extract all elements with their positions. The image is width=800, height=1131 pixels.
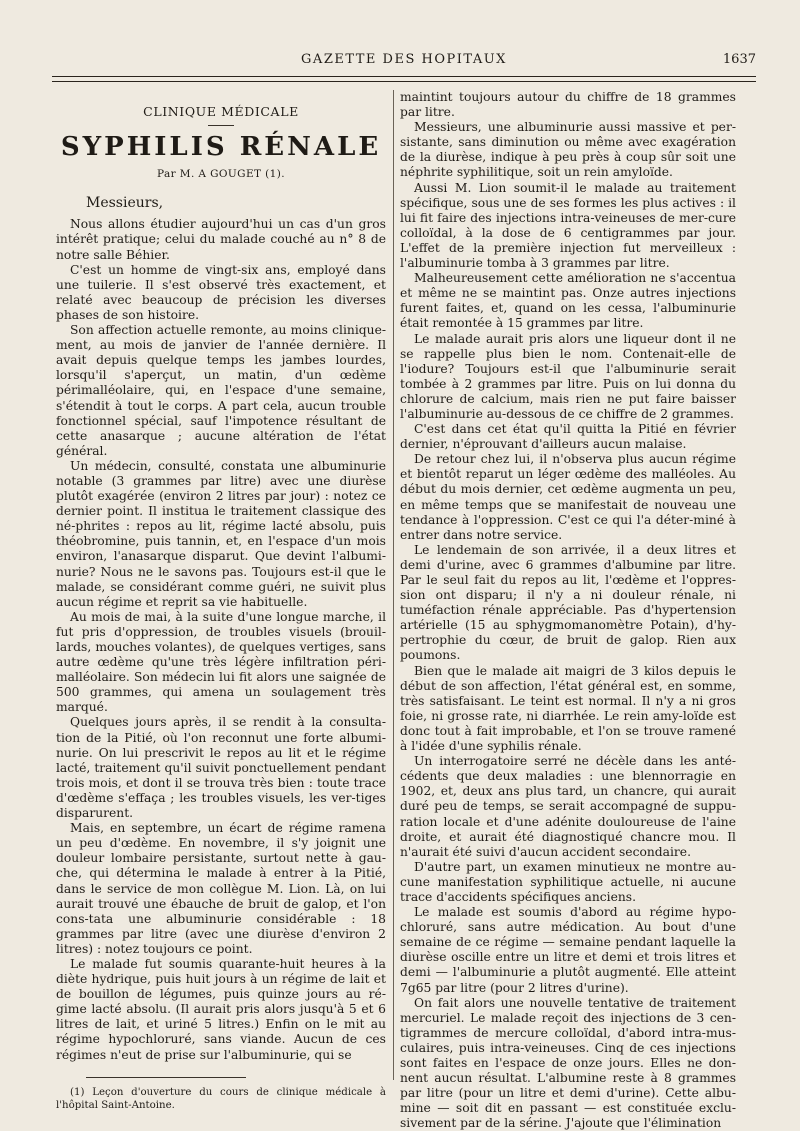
- header-double-rule: [52, 76, 756, 82]
- footnote: (1) Leçon d'ouverture du cours de clinique médicale à l'hôpital Saint-Antoine.: [56, 1086, 386, 1111]
- right-column-body: [400, 90, 736, 1131]
- paragraph: Un interrogatoire serré ne décèle dans les anté-cédents que deux maladies : une blennorragie en 1902, et, deux ans plus tard, un chancre, qui aurait duré peu de temps, se serait accompagné de suppu-ration locale et d'une adénite douloureuse de l'aine droite, et aurait été diagnostiqué chancre mou. Il n'aurait été suivi d'aucun accident secondaire.: [400, 754, 736, 859]
- paragraph: Au mois de mai, à la suite d'une longue marche, il fut pris d'oppression, de troubles visuels (brouil-lards, mouches volantes), de quelques vertiges, sans autre œdème qu'une très légère infiltration péri-malléolaire. Son médecin lui fit alors une saignée de 500 grammes, qui amena un soulagement très marqué.: [56, 609, 386, 715]
- paragraph: Messieurs, une albuminurie aussi massive et per-sistante, sans diminution ou même avec exagération de la diurèse, indique à peu près à coup sûr soit une néphrite syphilitique, soit un rein amyloïde.: [400, 120, 736, 180]
- paragraph: C'est un homme de vingt-six ans, employé dans une tuilerie. Il s'est observé très exactement, et relaté avec beaucoup de précision les diverses phases de son histoire.: [56, 262, 386, 322]
- paragraph: Quelques jours après, il se rendit à la consulta-tion de la Pitié, où l'on reconnut une forte albumi-nurie. On lui prescrivit le repos au lit et le régime lacté, traitement qu'il suivit ponctuellement pendant trois mois, et dont il se trouva très bien : toute trace d'œdème s'effaça ; les troubles visuels, les ver-tiges disparurent.: [56, 715, 386, 821]
- salutation: Messieurs,: [86, 195, 164, 212]
- page-header: [52, 52, 756, 72]
- paragraph: Aussi M. Lion soumit-il le malade au traitement spécifique, sous une de ses formes les plus actives : il lui fit faire des injections intra-veineuses de mer-cure colloïdal, à la dose de 6 centigrammes par jour. L'effet de la première injection fut merveilleux : l'albuminurie tomba à 3 grammes par litre.: [400, 180, 736, 271]
- footnote-rule: [86, 1077, 246, 1078]
- paragraph: Mais, en septembre, un écart de régime ramena un peu d'œdème. En novembre, il s'y joignit une douleur lombaire persistante, surtout nette à gau-che, qui détermina le malade à entrer à la Pitié, dans le service de mon collègue M. Lion. Là, on lui aurait trouvé une ébauche de bruit de galop, et l'on cons-tata une albuminurie considérable : 18 grammes par litre (avec une diurèse d'environ 2 litres) : notez toujours ce point.: [56, 821, 386, 956]
- paragraph: Un médecin, consulté, constata une albuminurie notable (3 grammes par litre) avec une diurèse plutôt exagérée (environ 2 litres par jour) : notez ce dernier point. Il institua le traitement classique des né-phrites : repos au lit, régime lacté absolu, puis théobromine, puis tannin, et, en l'espace d'un mois environ, l'anasarque disparut. Que devint l'albumi-nurie? Nous ne le savons pas. Toujours est-il que le malade, se considérant comme guéri, ne suivit plus aucun régime et reprit sa vie habituelle.: [56, 458, 386, 609]
- section-label: CLINIQUE MÉDICALE: [143, 104, 299, 119]
- paragraph: Son affection actuelle remonte, au moins clinique-ment, au mois de janvier de l'année dernière. Il avait depuis quelque temps les jambes lourdes, lorsqu'il s'aperçut, un matin, d'un œdème périmalléolaire, qui, en l'espace d'une semaine, s'étendit à tout le corps. A part cela, aucun trouble fonctionnel spécial, sauf l'impotence résultant de cette anasarque ; aucune altération de l'état général.: [56, 323, 386, 458]
- paragraph: D'autre part, un examen minutieux ne montre au-cune manifestation syphilitique actuelle, ni aucune trace d'accidents spécifiques anciens.: [400, 859, 736, 904]
- byline: Par M. A GOUGET (1).: [156, 168, 285, 181]
- paragraph: Le malade fut soumis quarante-huit heures à la diète hydrique, puis huit jours à un régime de lait et de bouillon de légumes, puis quinze jours au ré-gime lacté absolu. (Il aurait pris alors jusqu'à 5 et 6 litres de lait, et uriné 5 litres.) Enfin on le mit au régime hypochloruré, sans viande. Aucun de ces régimes n'eut de prise sur l'albuminurie, qui se: [56, 956, 386, 1062]
- paragraph: Bien que le malade ait maigri de 3 kilos depuis le début de son affection, l'état général est, en somme, très satisfaisant. Le teint est normal. Il n'y a ni gros foie, ni grosse rate, ni diarrhée. Le rein amy-loïde est donc tout à fait improbable, et l'on se trouve ramené à l'idée d'une syphilis rénale.: [400, 663, 736, 754]
- article-title: SYPHILIS RÉNALE: [60, 132, 382, 163]
- paragraph: Le malade est soumis d'abord au régime hypo-chloruré, sans autre médication. Au bout d'une semaine de ce régime — semaine pendant laquelle la diurèse oscille entre un litre et demi et trois litres et demi — l'albuminurie a plutôt augmenté. Elle atteint 7g65 par litre (pour 2 litres d'urine).: [400, 905, 736, 995]
- paragraph: Malheureusement cette amélioration ne s'accentua et même ne se maintint pas. Onze autres injections furent faites, et, quand on les cessa, l'albuminurie était remontée à 15 grammes par litre.: [400, 271, 736, 331]
- paragraph: C'est dans cet état qu'il quitta la Pitié en février dernier, n'éprouvant d'ailleurs aucun malaise.: [400, 422, 736, 452]
- paragraph: Nous allons étudier aujourd'hui un cas d'un gros intérêt pratique; celui du malade couché au n° 8 de notre salle Béhier.: [56, 217, 386, 262]
- section-rule: [208, 125, 234, 126]
- left-column-body: [56, 217, 386, 1062]
- page-number: 1637: [722, 52, 756, 67]
- paragraph: Le malade aurait pris alors une liqueur dont il ne se rappelle plus bien le nom. Contenait-elle de l'iodure? Toujours est-il que l'albuminurie serait tombée à 2 grammes par litre. Puis on lui donna du chlorure de calcium, mais rien ne put faire baisser l'albuminurie au-dessous de ce chiffre de 2 grammes.: [400, 331, 736, 421]
- left-column: [56, 90, 386, 1112]
- paragraph: De retour chez lui, il n'observa plus aucun régime et bientôt reparut un léger œdème des malléoles. Au début du mois dernier, cet œdème augmenta un peu, en même temps que se manifestait de nouveau une tendance à l'oppression. C'est ce qui l'a déter-miné à entrer dans notre service.: [400, 452, 736, 542]
- column-divider: [393, 90, 394, 1080]
- running-title: GAZETTE DES HOPITAUX: [301, 52, 507, 67]
- paragraph: Le lendemain de son arrivée, il a deux litres et demi d'urine, avec 6 grammes d'albumine par litre. Par le seul fait du repos au lit, l'œdème et l'oppres-sion ont disparu; il n'y a ni douleur rénale, ni tuméfaction rénale appréciable. Pas d'hypertension artérielle (15 au sphygmomanomètre Potain), d'hy-pertrophie du cœur, de bruit de galop. Rien aux poumons.: [400, 542, 736, 663]
- paragraph: maintint toujours autour du chiffre de 18 grammes par litre.: [400, 90, 736, 120]
- right-column: [400, 90, 736, 1131]
- paragraph: On fait alors une nouvelle tentative de traitement mercuriel. Le malade reçoit des injections de 3 cen-tigrammes de mercure colloïdal, d'abord intra-mus-culaires, puis intra-veineuses. Cinq de ces injections sont faites en l'espace de onze jours. Elles ne don-nent aucun résultat. L'albumine reste à 8 grammes par litre (pour un litre et demi d'urine). Cette albu-mine — soit dit en passant — est constituée exclu-sivement par de la sérine. J'ajoute que l'élimination: [400, 995, 736, 1131]
